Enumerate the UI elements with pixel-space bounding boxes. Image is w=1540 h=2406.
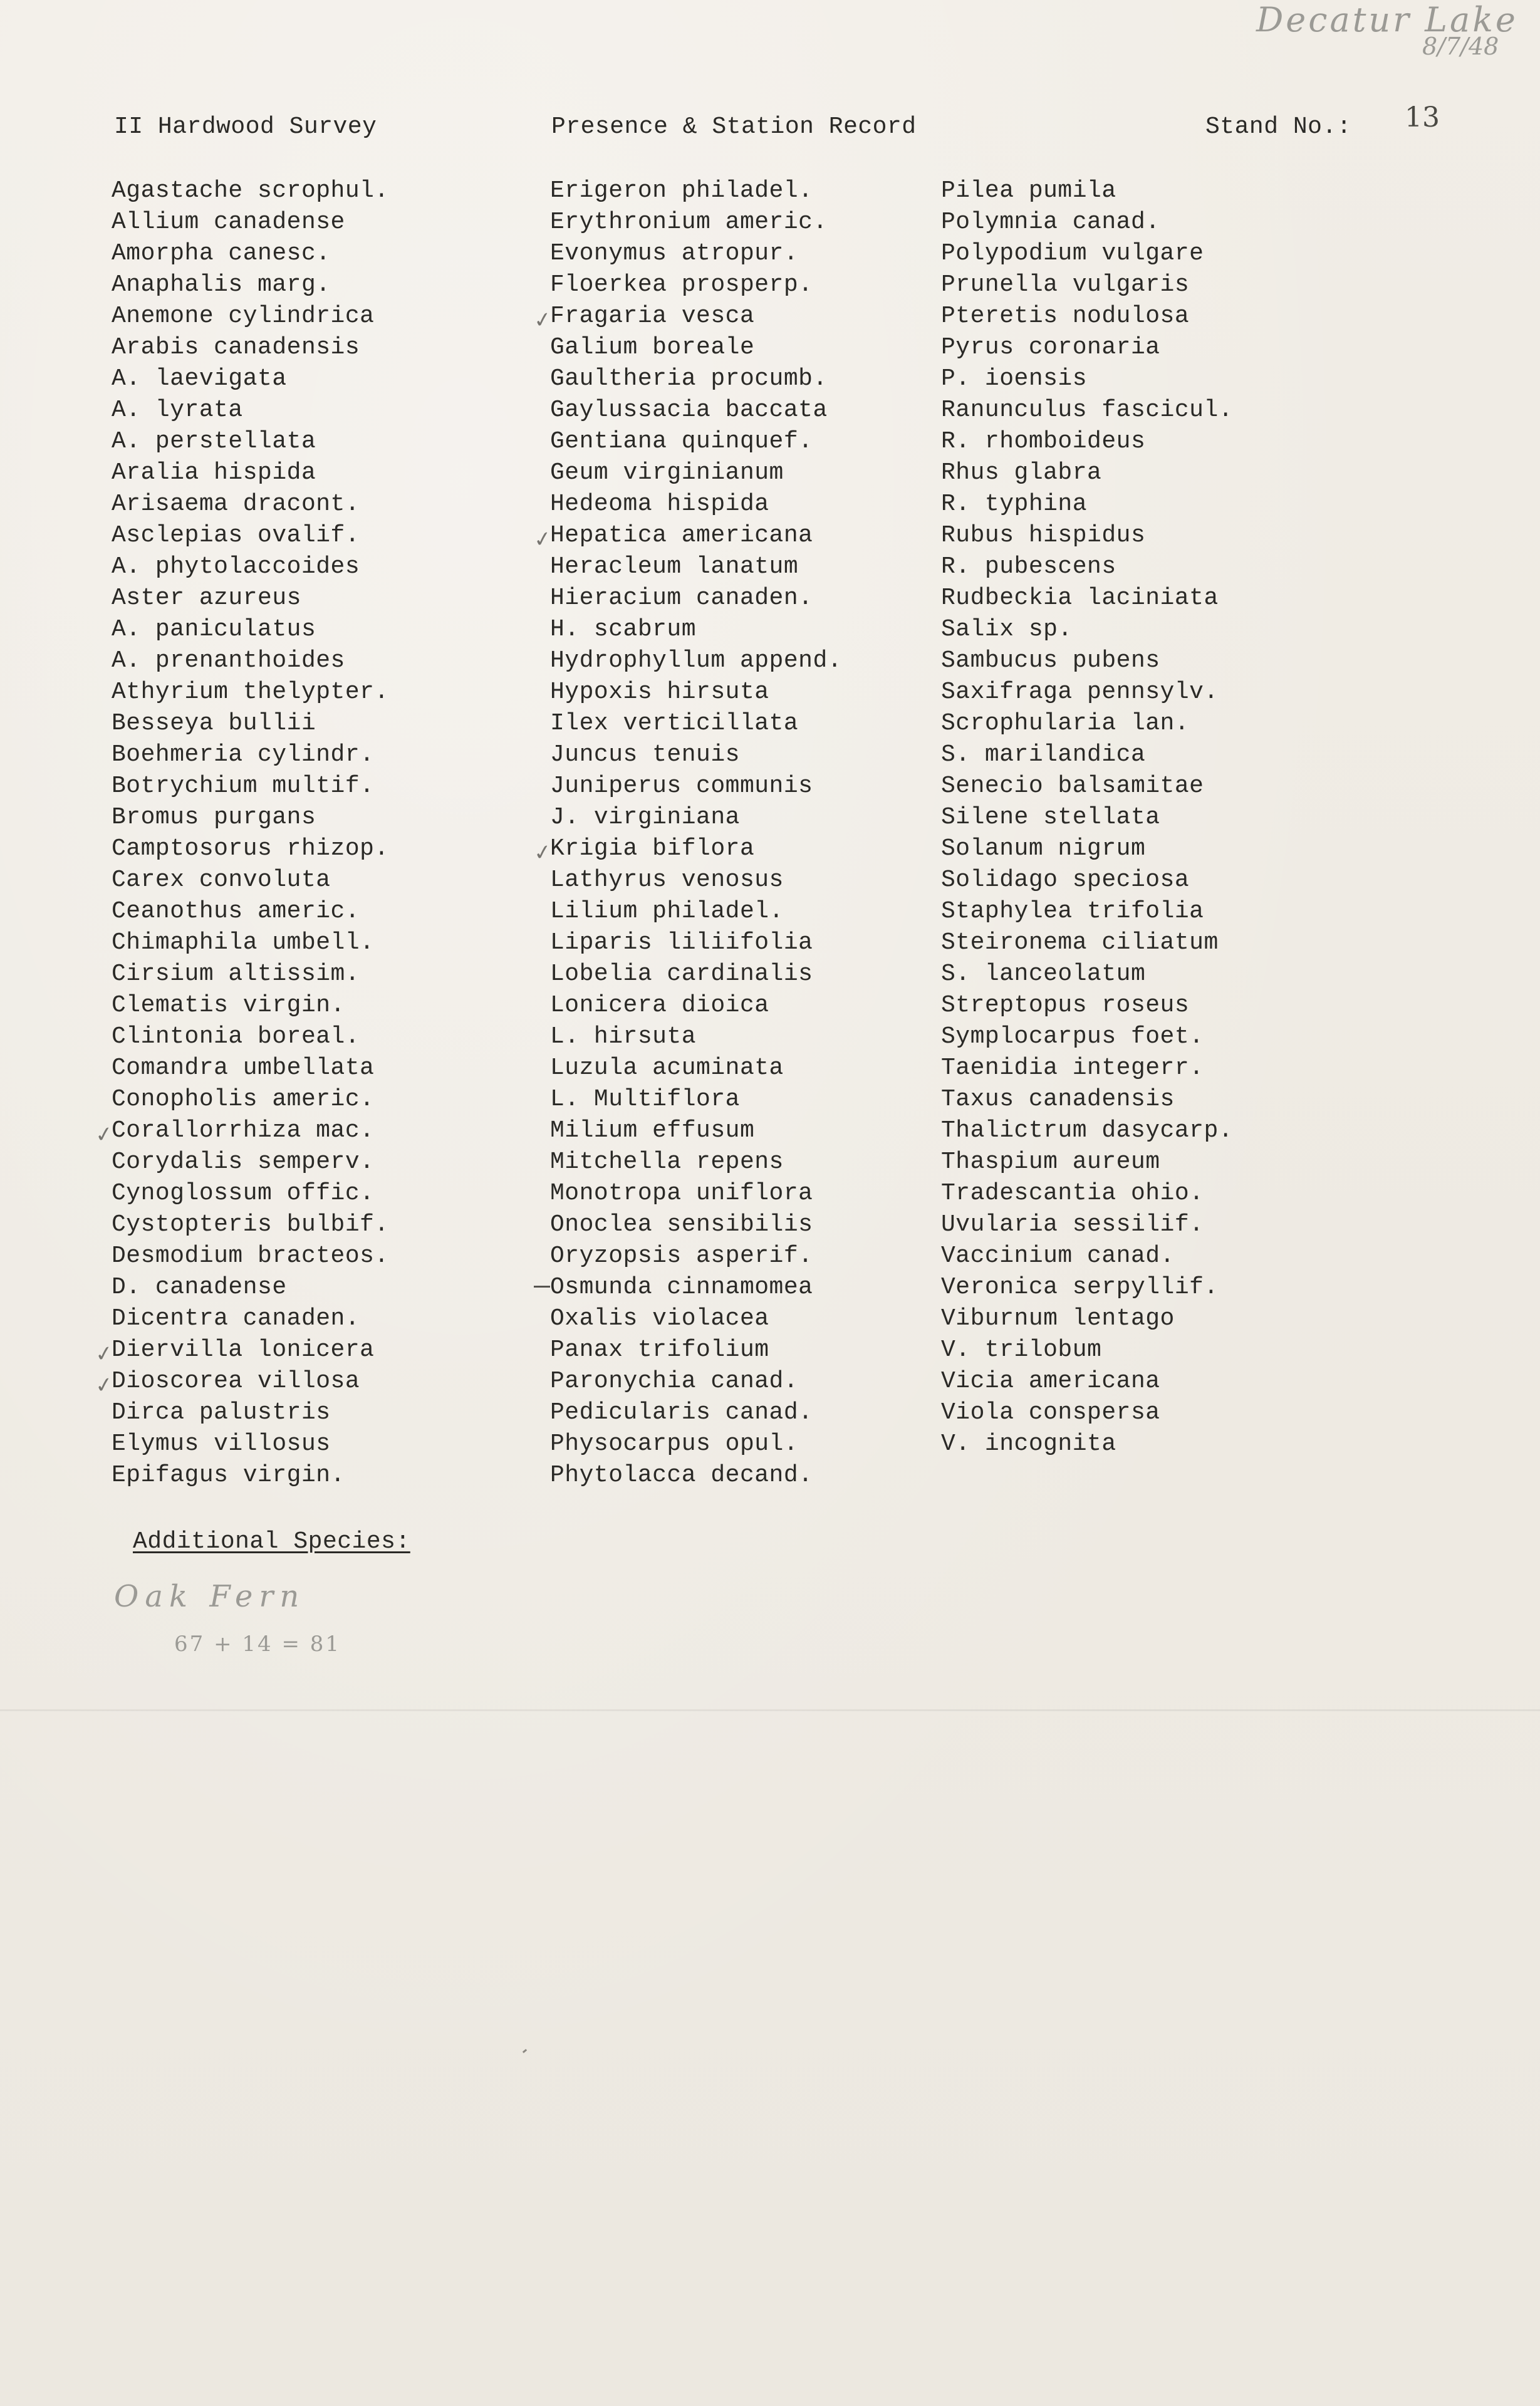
species-name: D. canadense (112, 1274, 287, 1301)
species-name: Pilea pumila (941, 177, 1116, 204)
species-item (112, 363, 389, 395)
species-name: Rudbeckia laciniata (941, 585, 1219, 612)
species-item (941, 520, 1233, 551)
species-item (941, 1209, 1233, 1241)
species-name: Elymus villosus (112, 1430, 331, 1457)
species-item (550, 1366, 842, 1397)
species-name: Staphylea trifolia (941, 898, 1204, 925)
species-item (112, 833, 389, 865)
species-name: Gaultheria procumb. (550, 365, 828, 392)
species-name: Juniperus communis (550, 773, 813, 799)
species-name: Gentiana quinquef. (550, 428, 813, 455)
species-name: Senecio balsamitae (941, 773, 1204, 799)
species-name: Physocarpus opul. (550, 1430, 799, 1457)
species-item (550, 1460, 842, 1491)
species-name: Arabis canadensis (112, 334, 360, 361)
species-item (112, 896, 389, 927)
species-item (550, 896, 842, 927)
species-name: Oxalis violacea (550, 1305, 769, 1332)
species-name: Epifagus virgin. (112, 1462, 345, 1489)
species-name: Mitchella repens (550, 1148, 784, 1175)
species-item (550, 457, 842, 489)
species-item (550, 771, 842, 802)
species-item (941, 771, 1233, 802)
species-item (112, 583, 389, 614)
species-name: Uvularia sessilif. (941, 1211, 1204, 1238)
species-name: Athyrium thelypter. (112, 679, 389, 706)
record-title: Presence & Station Record (551, 113, 917, 140)
species-item (93, 1366, 389, 1399)
species-name: Carex convoluta (112, 867, 331, 893)
species-name: Conopholis americ. (112, 1086, 375, 1113)
species-item (550, 1272, 842, 1303)
species-name: Diervilla lonicera (112, 1336, 375, 1363)
species-name: R. pubescens (941, 553, 1116, 580)
species-name: Gaylussacia baccata (550, 397, 828, 424)
species-item (941, 1147, 1233, 1178)
species-item (941, 269, 1233, 301)
species-name: Corallorrhiza mac. (112, 1117, 375, 1144)
species-column-2 (532, 175, 843, 1491)
species-name: L. hirsuta (550, 1023, 697, 1050)
species-name: Desmodium bracteos. (112, 1242, 389, 1269)
species-item (941, 708, 1233, 739)
check-mark-icon: ✓ (532, 839, 554, 867)
species-item (941, 489, 1233, 520)
species-name: Solidago speciosa (941, 867, 1190, 893)
species-item (941, 1115, 1233, 1147)
species-name: Anemone cylindrica (112, 303, 375, 330)
species-item (112, 551, 389, 583)
species-name: Vaccinium canad. (941, 1242, 1175, 1269)
species-name: Cystopteris bulbif. (112, 1211, 389, 1238)
species-column-1 (93, 175, 389, 1491)
species-item (112, 457, 389, 489)
species-item (112, 395, 389, 426)
species-item (112, 1147, 389, 1178)
species-name: Onoclea sensibilis (550, 1211, 813, 1238)
species-name: Prunella vulgaris (941, 271, 1190, 298)
check-mark-icon: ✓ (532, 526, 554, 553)
survey-title: II Hardwood Survey (114, 113, 377, 140)
species-name: Symplocarpus foet. (941, 1023, 1204, 1050)
species-name: Bromus purgans (112, 804, 316, 831)
species-name: Phytolacca decand. (550, 1462, 813, 1489)
species-item (550, 1084, 842, 1115)
species-item (550, 583, 842, 614)
species-name: Dirca palustris (112, 1399, 331, 1426)
species-item (112, 1084, 389, 1115)
species-item (112, 927, 389, 959)
species-name: Chimaphila umbell. (112, 929, 375, 956)
species-item (550, 1209, 842, 1241)
species-name: Pyrus coronaria (941, 334, 1160, 361)
species-item (550, 551, 842, 583)
species-name: Boehmeria cylindr. (112, 741, 375, 768)
species-name: Hieracium canaden. (550, 585, 813, 612)
species-name: A. paniculatus (112, 616, 316, 643)
species-item (550, 645, 842, 677)
species-name: Comandra umbellata (112, 1055, 375, 1081)
species-name: Steironema ciliatum (941, 929, 1219, 956)
species-name: Cirsium altissim. (112, 961, 360, 987)
species-name: Aralia hispida (112, 459, 316, 486)
species-name: Rhus glabra (941, 459, 1102, 486)
species-item (550, 677, 842, 708)
species-item (112, 1397, 389, 1429)
species-item (941, 1397, 1233, 1429)
species-name: Hydrophyllum append. (550, 647, 843, 674)
species-item (941, 551, 1233, 583)
stand-number-value: 13 (1405, 102, 1440, 133)
species-item (550, 332, 842, 363)
species-item (941, 207, 1233, 238)
species-name: Scrophularia lan. (941, 710, 1190, 737)
species-name: Taxus canadensis (941, 1086, 1175, 1113)
species-item (112, 614, 389, 645)
species-name: Anaphalis marg. (112, 271, 331, 298)
check-mark-icon: ✓ (93, 1372, 115, 1399)
species-item (112, 645, 389, 677)
species-name: Taenidia integerr. (941, 1055, 1204, 1081)
species-item (112, 739, 389, 771)
species-name: Hepatica americana (550, 522, 813, 549)
species-item (112, 1460, 389, 1491)
species-item (550, 990, 842, 1021)
check-mark-icon: ✓ (532, 306, 554, 334)
species-item (112, 301, 389, 332)
species-item (532, 301, 842, 334)
date-note: 8/7/48 (1422, 33, 1499, 60)
species-item (93, 1115, 389, 1148)
additional-species-label: Additional Species: (133, 1528, 410, 1555)
species-name: R. typhina (941, 491, 1088, 518)
species-name: Asclepias ovalif. (112, 522, 360, 549)
species-item (941, 1429, 1233, 1460)
species-item (550, 1147, 842, 1178)
paper-fold (0, 1709, 1540, 1712)
species-item (941, 927, 1233, 959)
species-name: Ceanothus americ. (112, 898, 360, 925)
species-item (550, 1303, 842, 1335)
species-item (112, 332, 389, 363)
species-name: A. lyrata (112, 397, 243, 424)
species-name: Heracleum lanatum (550, 553, 799, 580)
species-name: Lonicera dioica (550, 992, 769, 1019)
species-name: Allium canadense (112, 209, 345, 236)
species-item (941, 1335, 1233, 1366)
species-item (550, 865, 842, 896)
species-name: Dioscorea villosa (112, 1368, 360, 1395)
species-tally: 67 + 14 = 81 (174, 1632, 341, 1657)
species-item (550, 1429, 842, 1460)
species-item (550, 363, 842, 395)
species-item (941, 959, 1233, 990)
species-item (112, 959, 389, 990)
species-item (112, 175, 389, 207)
species-item (112, 1021, 389, 1053)
species-item (112, 802, 389, 833)
species-item (550, 1335, 842, 1366)
species-name: Juncus tenuis (550, 741, 740, 768)
species-item (941, 1272, 1233, 1303)
species-item (941, 457, 1233, 489)
species-item (941, 238, 1233, 269)
species-name: Arisaema dracont. (112, 491, 360, 518)
species-item (941, 426, 1233, 457)
species-name: Krigia biflora (550, 835, 755, 862)
species-name: Ilex verticillata (550, 710, 799, 737)
species-name: Tradescantia ohio. (941, 1180, 1204, 1207)
species-name: A. prenanthoides (112, 647, 345, 674)
species-column-3 (941, 175, 1233, 1460)
species-item (550, 708, 842, 739)
species-item (112, 489, 389, 520)
species-item (941, 1366, 1233, 1397)
species-name: Botrychium multif. (112, 773, 375, 799)
species-name: Dicentra canaden. (112, 1305, 360, 1332)
species-item (112, 677, 389, 708)
additional-species-note: Oak Fern (114, 1579, 306, 1614)
species-name: S. lanceolatum (941, 961, 1146, 987)
species-name: Pedicularis canad. (550, 1399, 813, 1426)
species-name: A. phytolaccoides (112, 553, 360, 580)
species-item (941, 1084, 1233, 1115)
species-name: S. marilandica (941, 741, 1146, 768)
species-name: Aster azureus (112, 585, 301, 612)
species-name: Hypoxis hirsuta (550, 679, 769, 706)
species-item (550, 1241, 842, 1272)
species-name: Corydalis semperv. (112, 1148, 375, 1175)
species-name: Milium effusum (550, 1117, 755, 1144)
species-name: J. virginiana (550, 804, 740, 831)
species-name: Paronychia canad. (550, 1368, 799, 1395)
species-item (112, 1429, 389, 1460)
species-item (550, 395, 842, 426)
species-item (112, 865, 389, 896)
stand-number-label: Stand No.: (1205, 113, 1352, 140)
species-item (112, 990, 389, 1021)
species-name: Vicia americana (941, 1368, 1160, 1395)
species-item (532, 833, 842, 867)
species-name: Ranunculus fascicul. (941, 397, 1234, 424)
species-item (112, 708, 389, 739)
species-name: Silene stellata (941, 804, 1160, 831)
species-name: Cynoglossum offic. (112, 1180, 375, 1207)
species-item (941, 802, 1233, 833)
species-item (550, 1053, 842, 1084)
species-name: Liparis liliifolia (550, 929, 813, 956)
species-name: Thalictrum dasycarp. (941, 1117, 1234, 1144)
species-name: Panax trifolium (550, 1336, 769, 1363)
species-item (550, 1178, 842, 1209)
species-name: Saxifraga pennsylv. (941, 679, 1219, 706)
species-name: P. ioensis (941, 365, 1088, 392)
species-item (550, 238, 842, 269)
species-item (550, 1397, 842, 1429)
species-item (550, 269, 842, 301)
species-item (941, 1303, 1233, 1335)
species-item (112, 771, 389, 802)
species-item (112, 269, 389, 301)
species-name: Geum virginianum (550, 459, 784, 486)
species-item (550, 207, 842, 238)
species-name: V. trilobum (941, 1336, 1102, 1363)
species-name: A. perstellata (112, 428, 316, 455)
species-name: Clintonia boreal. (112, 1023, 360, 1050)
check-mark-icon: ✓ (93, 1121, 115, 1148)
species-name: L. Multiflora (550, 1086, 740, 1113)
species-name: Lathyrus venosus (550, 867, 784, 893)
species-name: Evonymus atropur. (550, 240, 799, 267)
species-item (112, 1209, 389, 1241)
species-item (941, 614, 1233, 645)
species-item (93, 1335, 389, 1368)
species-name: Erythronium americ. (550, 209, 828, 236)
species-name: Osmunda cinnamomea (550, 1274, 813, 1301)
species-item (941, 677, 1233, 708)
species-item (112, 1178, 389, 1209)
species-name: Rubus hispidus (941, 522, 1146, 549)
species-name: Camptosorus rhizop. (112, 835, 389, 862)
species-item (941, 865, 1233, 896)
species-item (941, 739, 1233, 771)
species-item (941, 1021, 1233, 1053)
species-name: Viburnum lentago (941, 1305, 1175, 1332)
species-item (112, 426, 389, 457)
species-item (550, 959, 842, 990)
dash-mark-icon (534, 1286, 550, 1288)
species-name: Monotropa uniflora (550, 1180, 813, 1207)
species-name: Pteretis nodulosa (941, 303, 1190, 330)
species-name: Solanum nigrum (941, 835, 1146, 862)
species-item (112, 520, 389, 551)
species-item (941, 363, 1233, 395)
species-name: Floerkea prosperp. (550, 271, 813, 298)
species-name: Galium boreale (550, 334, 755, 361)
species-name: R. rhomboideus (941, 428, 1146, 455)
species-item (941, 1053, 1233, 1084)
species-item (941, 175, 1233, 207)
species-item (550, 489, 842, 520)
species-item (550, 1021, 842, 1053)
species-item (112, 238, 389, 269)
species-name: Polymnia canad. (941, 209, 1160, 236)
species-item (112, 1053, 389, 1084)
species-item (550, 802, 842, 833)
species-name: Amorpha canesc. (112, 240, 331, 267)
species-name: Lilium philadel. (550, 898, 784, 925)
species-item (941, 395, 1233, 426)
species-name: Sambucus pubens (941, 647, 1160, 674)
species-name: A. laevigata (112, 365, 287, 392)
species-name: Oryzopsis asperif. (550, 1242, 813, 1269)
species-item (941, 990, 1233, 1021)
species-name: Erigeron philadel. (550, 177, 813, 204)
species-name: Hedeoma hispida (550, 491, 769, 518)
species-item (112, 1303, 389, 1335)
species-item (112, 1272, 389, 1303)
species-item (112, 1241, 389, 1272)
species-name: Agastache scrophul. (112, 177, 389, 204)
species-name: Lobelia cardinalis (550, 961, 813, 987)
species-item (112, 207, 389, 238)
species-item (941, 583, 1233, 614)
species-item (550, 739, 842, 771)
species-item (941, 645, 1233, 677)
species-name: Thaspium aureum (941, 1148, 1160, 1175)
species-item (550, 175, 842, 207)
species-item (941, 332, 1233, 363)
species-name: H. scabrum (550, 616, 697, 643)
species-item (941, 301, 1233, 332)
species-name: Streptopus roseus (941, 992, 1190, 1019)
location-note: Decatur Lake (1256, 0, 1518, 39)
stray-mark (523, 2049, 527, 2053)
species-name: Salix sp. (941, 616, 1073, 643)
species-name: Viola conspersa (941, 1399, 1160, 1426)
species-name: Polypodium vulgare (941, 240, 1204, 267)
check-mark-icon: ✓ (93, 1340, 115, 1368)
species-item (550, 426, 842, 457)
species-name: Fragaria vesca (550, 303, 755, 330)
species-name: Clematis virgin. (112, 992, 345, 1019)
species-item (550, 1115, 842, 1147)
species-item (550, 927, 842, 959)
species-item (550, 614, 842, 645)
species-name: V. incognita (941, 1430, 1116, 1457)
species-name: Veronica serpyllif. (941, 1274, 1219, 1301)
species-item (941, 1241, 1233, 1272)
species-item (941, 1178, 1233, 1209)
species-name: Luzula acuminata (550, 1055, 784, 1081)
species-item (941, 896, 1233, 927)
species-name: Besseya bullii (112, 710, 316, 737)
species-item (532, 520, 842, 553)
species-item (941, 833, 1233, 865)
